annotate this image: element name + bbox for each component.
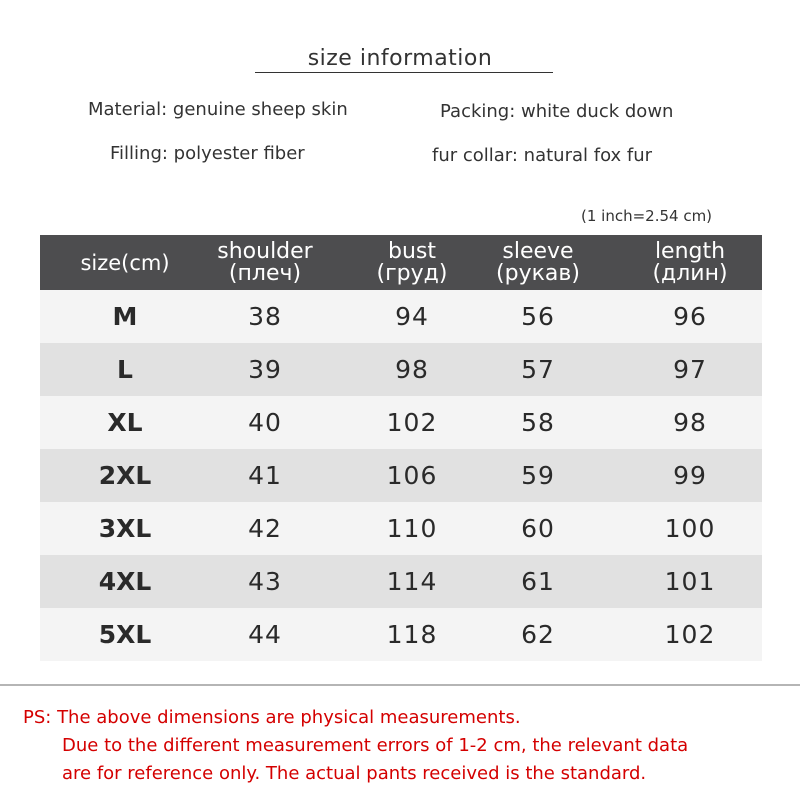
cell-shoulder: 43 xyxy=(248,567,282,596)
header-size xyxy=(65,235,185,290)
cell-length: 98 xyxy=(673,408,707,437)
cell-size: 4XL xyxy=(98,567,152,596)
cell-sleeve: 60 xyxy=(521,514,555,543)
header-bust-sub: (груд) xyxy=(376,260,448,286)
ps-note-line-3: are for reference only. The actual pants received is the standard. xyxy=(62,763,647,784)
cell-bust: 102 xyxy=(386,408,438,437)
table-row xyxy=(40,343,762,396)
cell-length: 97 xyxy=(673,355,707,384)
header-length xyxy=(630,235,750,290)
header-length-sub: (длин) xyxy=(652,260,728,286)
size-table xyxy=(40,235,762,665)
header-bust xyxy=(352,235,472,290)
cell-bust: 94 xyxy=(395,302,429,331)
unit-conversion-note: (1 inch=2.54 cm) xyxy=(581,207,713,225)
cell-sleeve: 58 xyxy=(521,408,555,437)
collar-info: fur collar: natural fox fur xyxy=(432,145,653,166)
cell-shoulder: 39 xyxy=(248,355,282,384)
header-shoulder-sub: (плеч) xyxy=(228,260,302,286)
title-underline xyxy=(255,72,553,73)
cell-shoulder: 42 xyxy=(248,514,282,543)
packing-info: Packing: white duck down xyxy=(440,101,674,122)
table-row xyxy=(40,290,762,343)
cell-shoulder: 44 xyxy=(248,620,282,649)
cell-length: 100 xyxy=(664,514,716,543)
table-row xyxy=(40,396,762,449)
table-row xyxy=(40,608,762,661)
cell-size: XL xyxy=(107,408,143,437)
cell-shoulder: 40 xyxy=(248,408,282,437)
table-row xyxy=(40,555,762,608)
header-sleeve-label: sleeve xyxy=(502,238,574,264)
cell-bust: 98 xyxy=(395,355,429,384)
cell-length: 101 xyxy=(664,567,716,596)
header-length-label: length xyxy=(654,238,726,264)
table-row xyxy=(40,502,762,555)
header-sleeve xyxy=(478,235,598,290)
cell-sleeve: 57 xyxy=(521,355,555,384)
cell-shoulder: 38 xyxy=(248,302,282,331)
section-divider xyxy=(0,684,800,686)
cell-sleeve: 62 xyxy=(521,620,555,649)
cell-length: 99 xyxy=(673,461,707,490)
cell-size: L xyxy=(117,355,133,384)
header-bust-label: bust xyxy=(388,238,436,264)
cell-length: 102 xyxy=(664,620,716,649)
header-sleeve-sub: (рукав) xyxy=(496,260,580,286)
cell-size: M xyxy=(112,302,138,331)
material-info: Material: genuine sheep skin xyxy=(88,99,348,120)
ps-note-line-1: PS: The above dimensions are physical measurements. xyxy=(23,707,521,728)
cell-bust: 106 xyxy=(386,461,438,490)
cell-size: 3XL xyxy=(98,514,152,543)
cell-size: 2XL xyxy=(98,461,152,490)
header-shoulder xyxy=(205,235,325,290)
table-row xyxy=(40,449,762,502)
header-shoulder-label: shoulder xyxy=(217,238,313,264)
size-table-header xyxy=(40,235,762,290)
cell-size: 5XL xyxy=(98,620,152,649)
cell-bust: 114 xyxy=(386,567,438,596)
page-title: size information xyxy=(307,46,493,71)
ps-note-line-2: Due to the different measurement errors of 1-2 cm, the relevant data xyxy=(62,735,689,756)
header-size-label: size(cm) xyxy=(80,250,170,275)
cell-length: 96 xyxy=(673,302,707,331)
filling-info: Filling: polyester fiber xyxy=(110,143,305,164)
cell-sleeve: 56 xyxy=(521,302,555,331)
cell-shoulder: 41 xyxy=(248,461,282,490)
cell-sleeve: 61 xyxy=(521,567,555,596)
cell-sleeve: 59 xyxy=(521,461,555,490)
cell-bust: 118 xyxy=(386,620,438,649)
cell-bust: 110 xyxy=(386,514,438,543)
